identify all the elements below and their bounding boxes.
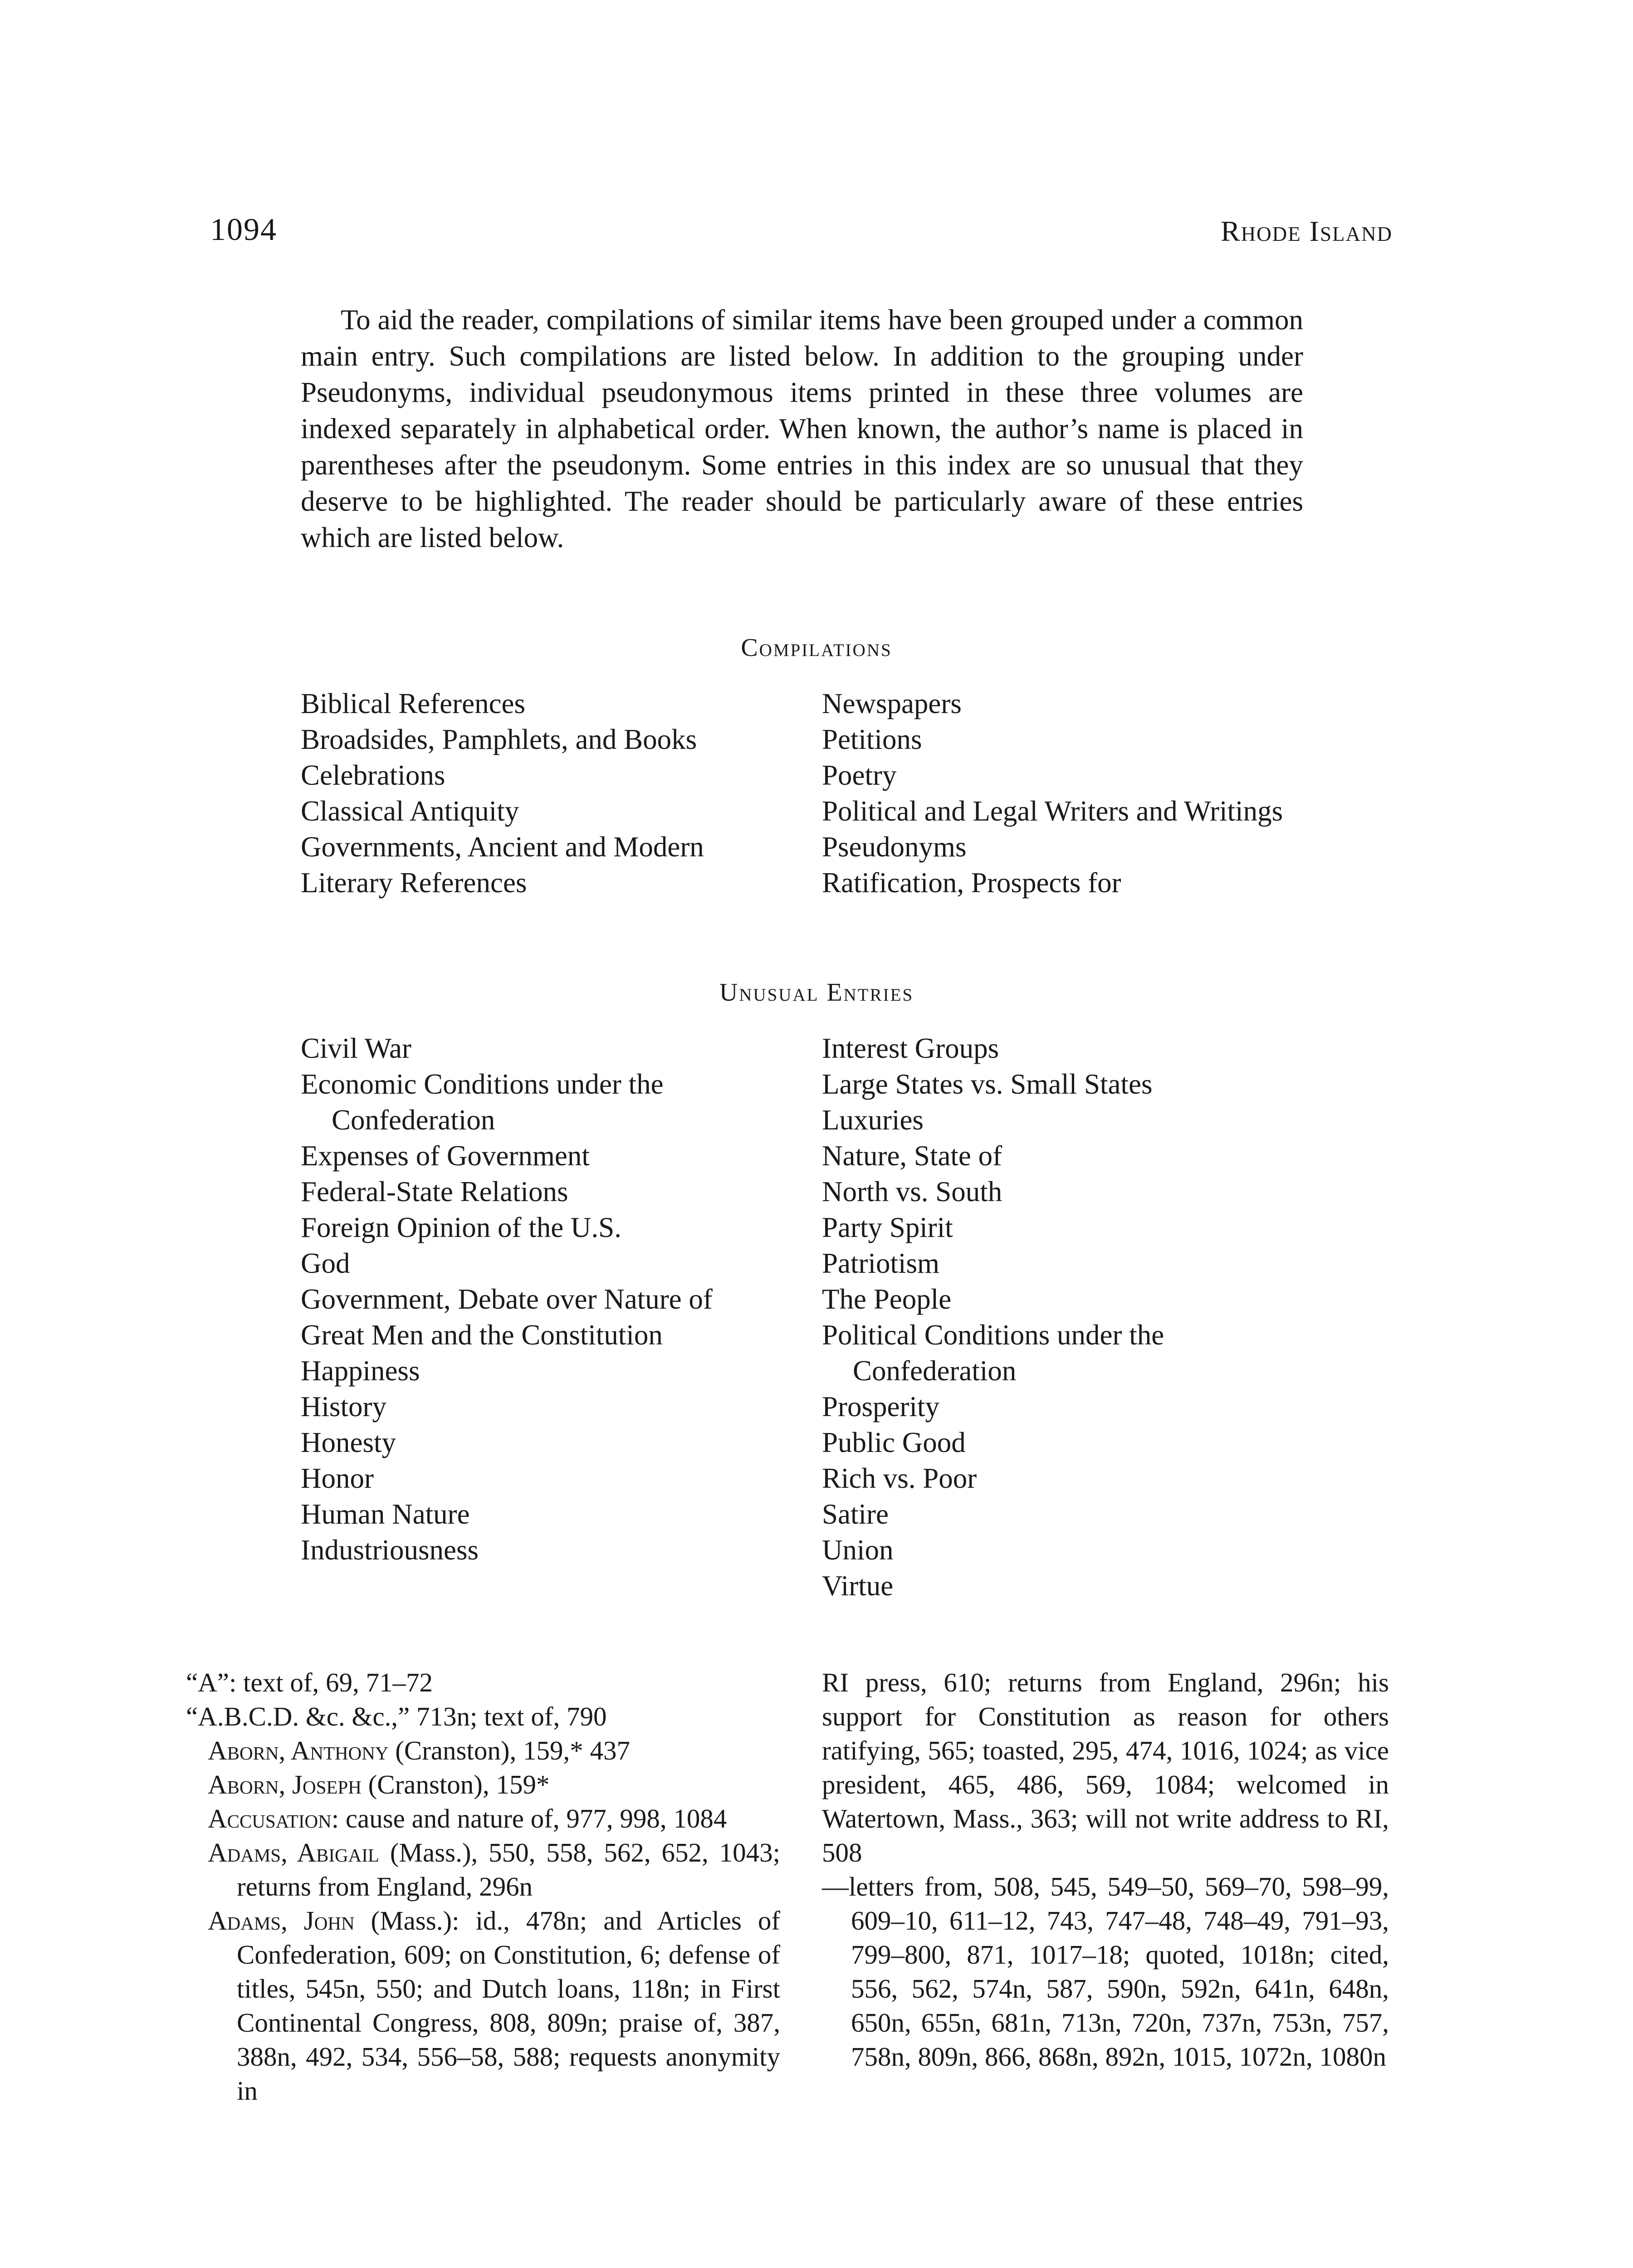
- list-item: Political Conditions under the Confederation: [822, 1319, 1164, 1387]
- index-entry-text: 713n; text of, 790: [410, 1701, 607, 1731]
- intro-paragraph: To aid the reader, compilations of similar items have been grouped under a common main entry. Such compilations are listed below. In addition to the grouping under Pseudonyms, individual pseudonymous items printed in these three volumes are indexed separately in alphabetical order. When known, the author’s name is placed in parentheses after the pseudonym. Some entries in this index are so unusual that they deserve to be highlighted. The reader should be particularly aware of these entries which are listed below.: [301, 304, 1303, 553]
- index-entry-text: (Mass.): id., 478n; and Articles of Confederation, 609; on Constitution, 6; defense of titles, 545n, 550; and Dutch loans, 118n; in First Continental Congress, 808, 809n; praise of, 387, 388n, 492, 534, 556–58, 588; requests anonymity in: [237, 1906, 781, 2106]
- list-item: Industriousness: [301, 1534, 479, 1566]
- list-item: The People: [822, 1283, 952, 1315]
- list-item: Classical Antiquity: [301, 795, 519, 827]
- index-entry-head: Accusation: [208, 1804, 332, 1833]
- list-item: Party Spirit: [822, 1212, 953, 1243]
- list-item: Great Men and the Constitution: [301, 1319, 663, 1351]
- list-item: Federal-State Relations: [301, 1176, 568, 1207]
- index-entry-abcd: [186, 1700, 780, 1734]
- index-entry-adams-john-continued: RI press, 610; returns from England, 296n; his support for Constitution as reason for others ratifying, 565; toasted, 295, 474, 1016, 1024; as vice president, 465, 486, 569, 1084; welcomed in Watertown, Mass., 363; will not write address to RI, 508: [822, 1667, 1389, 1867]
- unusual-entries-heading: Unusual Entries: [719, 978, 914, 1007]
- index-entry-head: Aborn, Anthony: [208, 1735, 389, 1765]
- list-item: Biblical References: [301, 688, 526, 719]
- list-item: Large States vs. Small States: [822, 1068, 1153, 1100]
- list-item: Expenses of Government: [301, 1140, 590, 1172]
- index-entry-text: (Cranston), 159*: [361, 1769, 550, 1799]
- compilations-left-list: [301, 686, 791, 901]
- index-entry-text: : text of, 69, 71–72: [229, 1667, 433, 1697]
- list-item: History: [301, 1391, 386, 1422]
- list-item: Literary References: [301, 867, 527, 899]
- list-item: Virtue: [822, 1570, 894, 1602]
- unusual-entries-left-list: [301, 1031, 791, 1568]
- list-item: Economic Conditions under the Confederation: [301, 1068, 664, 1136]
- index-entry-head: “A.B.C.D. &c. &c.,”: [186, 1701, 410, 1731]
- index-entry-head: Adams, Abigail: [208, 1838, 379, 1867]
- index-entry-adams-abigail: [186, 1836, 780, 1904]
- list-item: Rich vs. Poor: [822, 1462, 977, 1494]
- list-item: Governments, Ancient and Modern: [301, 831, 704, 863]
- list-item: Patriotism: [822, 1247, 940, 1279]
- list-item: Foreign Opinion of the U.S.: [301, 1212, 621, 1243]
- list-item: Newspapers: [822, 688, 962, 719]
- index-entry-letters-from: —letters from, 508, 545, 549–50, 569–70, 598–99, 609–10, 611–12, 743, 747–48, 748–49, 791–93, 799–800, 871, 1017–18; quoted, 1018n; cited, 556, 562, 574n, 587, 590n, 592n, 641n, 648n, 650n, 655n, 681n, 713n, 720n, 737n, 753n, 757, 758n, 809n, 866, 868n, 892n, 1015, 1072n, 1080n: [822, 1872, 1389, 2072]
- index-entry-head: Adams, John: [208, 1906, 355, 1936]
- compilations-heading: Compilations: [741, 634, 892, 662]
- index-entry-text: (Cranston), 159,* 437: [388, 1735, 631, 1765]
- index-entry-accusation: [186, 1802, 780, 1836]
- list-item: Happiness: [301, 1355, 420, 1387]
- index-entry-aborn-joseph: [186, 1768, 780, 1802]
- list-item: Union: [822, 1534, 894, 1566]
- list-item: Ratification, Prospects for: [822, 867, 1121, 899]
- list-item: Poetry: [822, 759, 897, 791]
- list-item: Luxuries: [822, 1104, 924, 1136]
- list-item: Petitions: [822, 723, 922, 755]
- list-item: God: [301, 1247, 350, 1279]
- list-item: Government, Debate over Nature of: [301, 1283, 713, 1315]
- list-item: Prosperity: [822, 1391, 939, 1422]
- index-column-left: [186, 1666, 780, 2108]
- list-item: Pseudonyms: [822, 831, 967, 863]
- running-head: Rhode Island: [1221, 215, 1393, 247]
- list-item: Human Nature: [301, 1498, 470, 1530]
- list-item: Civil War: [301, 1032, 412, 1064]
- unusual-entries-right-list: [822, 1031, 1312, 1604]
- list-item: Political and Legal Writers and Writings: [822, 795, 1283, 827]
- index-entry-aborn-anthony: [186, 1734, 780, 1768]
- compilations-right-list: [822, 686, 1312, 901]
- list-item: North vs. South: [822, 1176, 1002, 1207]
- list-item: Satire: [822, 1498, 889, 1530]
- index-column-right: [822, 1666, 1389, 2074]
- index-entry-text: (Mass.), 550, 558, 562, 652, 1043; returns from England, 296n: [237, 1838, 780, 1901]
- list-item: Interest Groups: [822, 1032, 999, 1064]
- list-item: Broadsides, Pamphlets, and Books: [301, 723, 697, 755]
- index-entry-a: [186, 1666, 780, 1700]
- index-entry-adams-john: [186, 1904, 780, 2108]
- list-item: Honesty: [301, 1427, 396, 1458]
- index-entry-head: “A”: [186, 1667, 229, 1697]
- list-item: Nature, State of: [822, 1140, 1002, 1172]
- index-entry-head: Aborn, Joseph: [208, 1769, 362, 1799]
- page-number: 1094: [210, 212, 277, 247]
- list-item: Honor: [301, 1462, 374, 1494]
- list-item: Celebrations: [301, 759, 445, 791]
- list-item: Public Good: [822, 1427, 966, 1458]
- index-entry-text: : cause and nature of, 977, 998, 1084: [331, 1804, 727, 1833]
